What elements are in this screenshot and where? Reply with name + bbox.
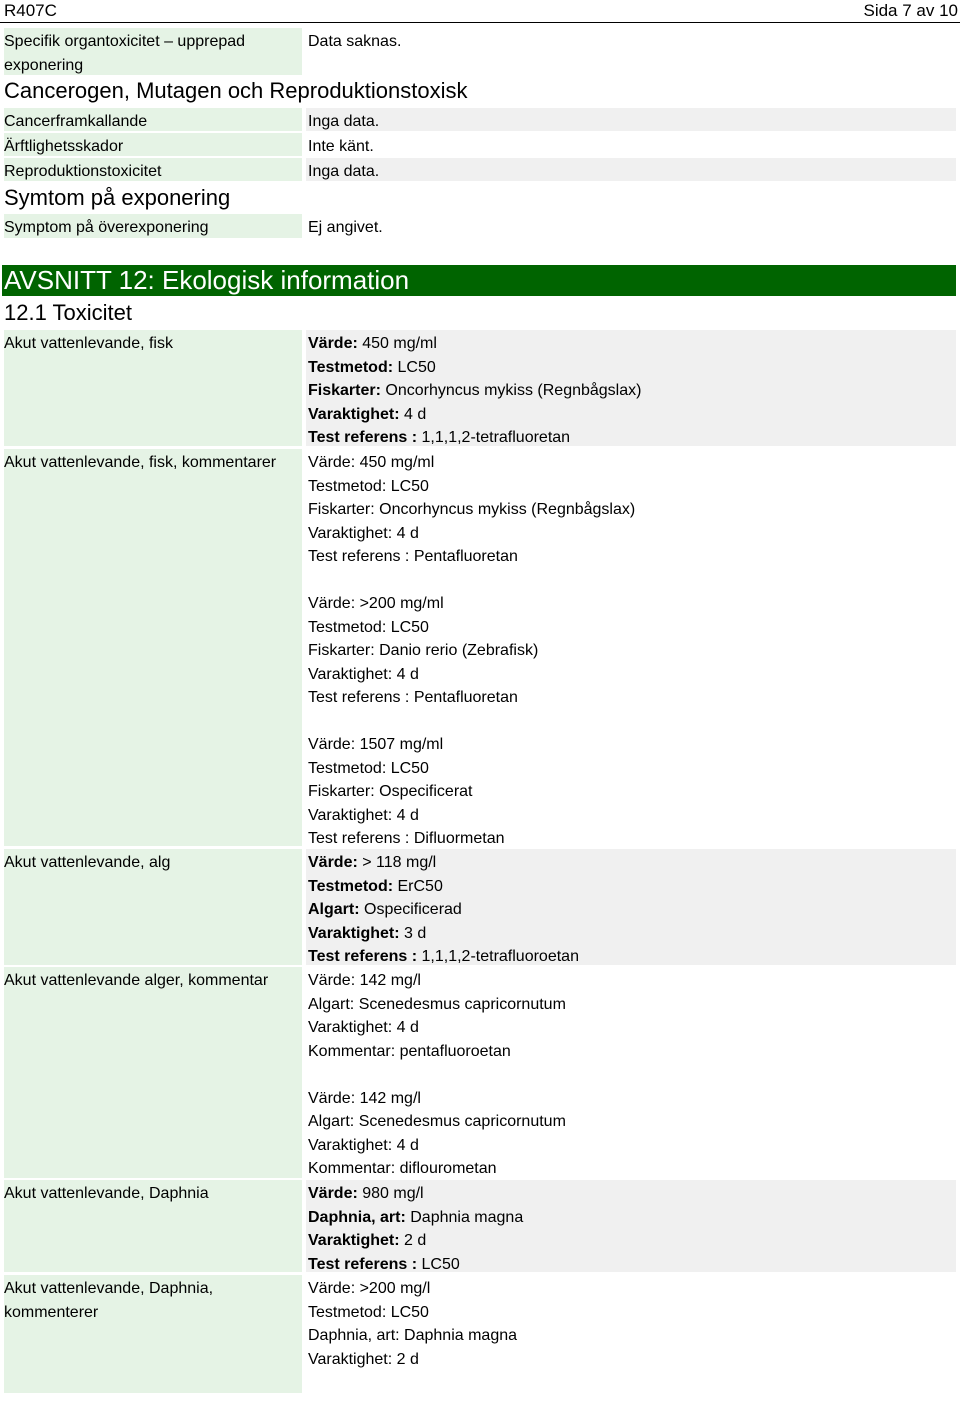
- row-label: Reproduktionstoxicitet: [4, 158, 302, 181]
- page-number: Sida 7 av 10: [863, 1, 958, 20]
- row-label: Akut vattenlevande, fisk: [4, 330, 302, 446]
- row-value: Värde: 142 mg/l Algart: Scenedesmus capricornutum Varaktighet: 4 d Kommentar: pentafluoroetan Värde: 142 mg/l Algart: Scenedesmus capricornutum Varaktighet: 4 d Kommentar: diflourometan: [308, 972, 566, 1177]
- row-label: Akut vattenlevande alger, kommentar: [4, 967, 302, 1178]
- row-value: Inga data.: [306, 158, 956, 181]
- cmr-row: [4, 108, 956, 131]
- symptom-row: [4, 214, 956, 240]
- row-label: Akut vattenlevande, alg: [4, 849, 302, 965]
- section-band: AVSNITT 12: Ekologisk information: [2, 265, 956, 296]
- cmr-row: [4, 158, 956, 181]
- row-label: Ärftlighetsskador: [4, 133, 302, 156]
- row-label: Symptom på överexponering: [4, 214, 302, 238]
- algae-row: [4, 849, 956, 965]
- row-value: Inte känt.: [308, 138, 374, 155]
- fish-row: [4, 330, 956, 446]
- row-label: Cancerframkallande: [4, 108, 302, 131]
- section-heading-cmr: Cancerogen, Mutagen och Reproduktionstoxisk: [4, 78, 468, 103]
- cmr-row: [4, 133, 956, 156]
- value-line: Testmetod: LC50: [308, 358, 436, 376]
- page-header: [0, 0, 960, 23]
- row-label: Akut vattenlevande, Daphnia, kommenterer: [4, 1275, 302, 1393]
- subsection-heading: 12.1 Toxicitet: [4, 300, 133, 325]
- value-line: Värde: 450 mg/ml: [308, 335, 437, 352]
- daphnia-comments-row: [4, 1275, 956, 1393]
- row-value: Värde: >200 mg/l Testmetod: LC50 Daphnia, art: Daphnia magna Varaktighet: 2 d: [308, 1280, 518, 1368]
- row-label: Akut vattenlevande, fisk, kommentarer: [4, 449, 302, 846]
- row-value: [306, 330, 956, 446]
- row-value: Värde: 980 mg/l Daphnia, art: Daphnia magna Varaktighet: 2 d Test referens : LC50: [306, 1180, 956, 1272]
- section-heading-symptoms: Symtom på exponering: [4, 185, 231, 210]
- value-line: Varaktighet: 4 d: [308, 405, 427, 423]
- document-code: R407C: [4, 1, 57, 20]
- row-value: Inga data.: [306, 108, 956, 131]
- daphnia-row: [4, 1180, 956, 1272]
- algae-comments-row: [4, 967, 956, 1181]
- row-value: Ej angivet.: [308, 219, 383, 236]
- value-line: Test referens : 1,1,1,2-tetrafluoretan: [308, 429, 571, 446]
- row-label: Akut vattenlevande, Daphnia: [4, 1180, 302, 1272]
- stot-repeated-row: [4, 28, 956, 75]
- row-label: Specifik organtoxicitet – upprepad exponering: [4, 28, 302, 75]
- row-value: Värde: 450 mg/ml Testmetod: LC50 Fiskarter: Oncorhyncus mykiss (Regnbågslax) Varaktighet: 4 d Test referens : Pentafluoretan Värde: >200 mg/ml Testmetod: LC50 Fiskarter: Danio rerio (Zebrafisk) Varaktighet: 4 d Test referens : Pentafluoretan Värde: 1507 mg/ml Testmetod: LC50 Fiskarter: Ospecificerat Varaktighet: 4 d Test referens : Difluormetan: [308, 454, 636, 847]
- row-value: Data saknas.: [308, 33, 402, 50]
- value-line: Fiskarter: Oncorhyncus mykiss (Regnbågslax): [308, 382, 642, 399]
- fish-comments-row: [4, 449, 956, 851]
- row-value: Värde: > 118 mg/l Testmetod: ErC50 Algart: Ospecificerad Varaktighet: 3 d Test referens : 1,1,1,2-tetrafluoroetan: [306, 849, 956, 965]
